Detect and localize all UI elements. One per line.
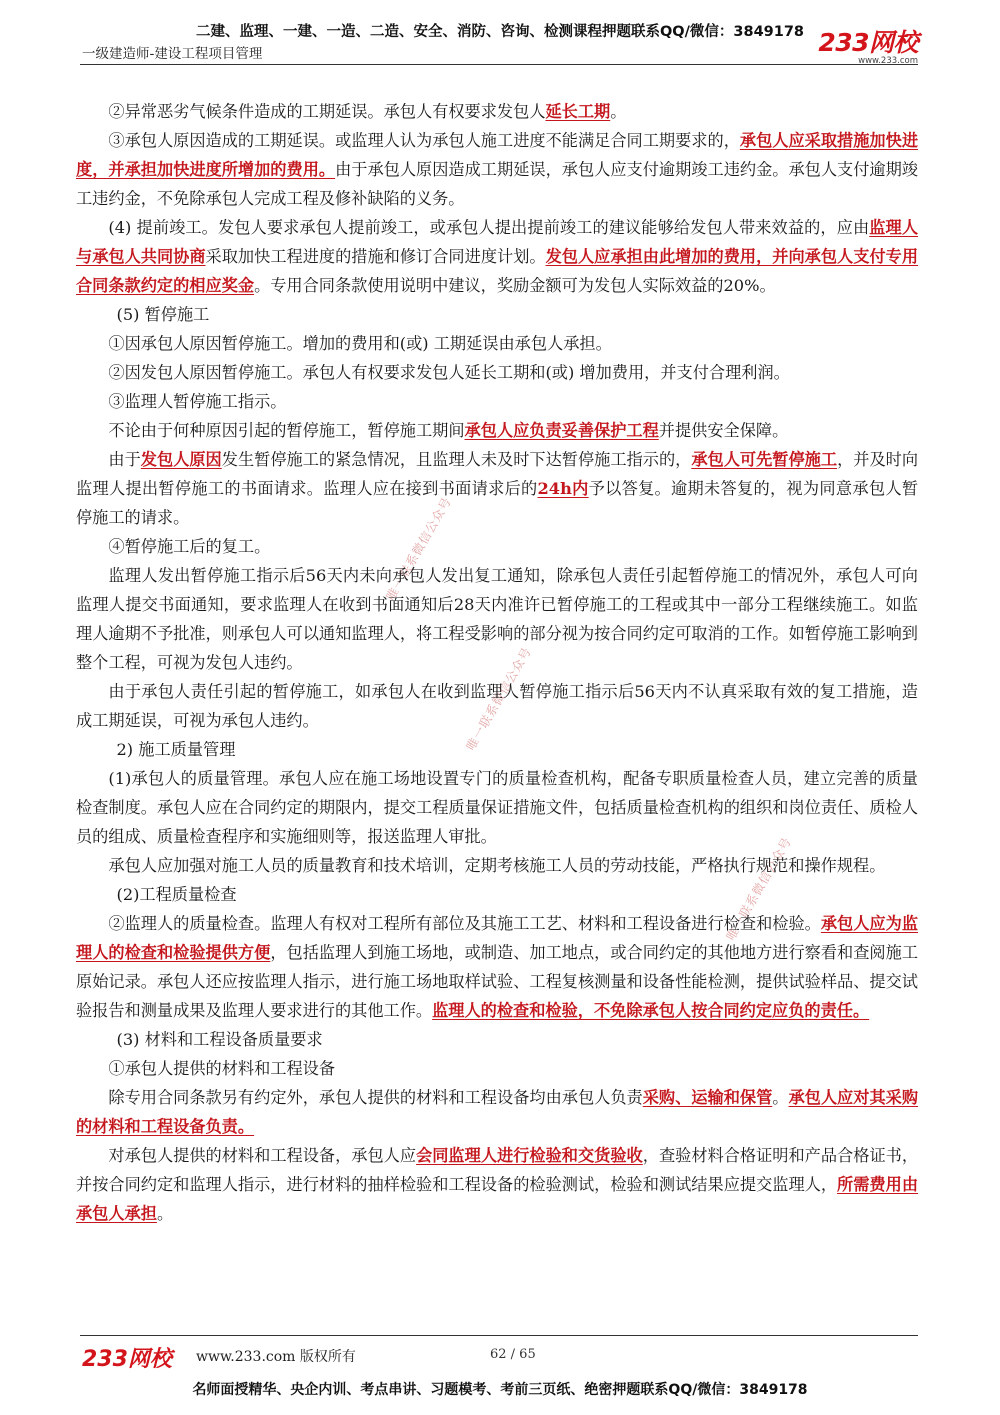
highlighted-text: 所需费用由承包人承担 (76, 1175, 919, 1223)
paragraph-text: ①因承包人原因暂停施工。增加的费用和(或) 工期延误由承包人承担。 (108, 334, 612, 353)
paragraph-text: 并提供安全保障。 (658, 421, 789, 440)
highlighted-text: 承包人应对其采购的材料和工程设备负责。 (76, 1088, 919, 1136)
paragraph (76, 387, 918, 416)
paragraph-text: (5) 暂停施工 (116, 305, 210, 324)
paragraph-text: 。专用合同条款使用说明中建议，奖励金额可为发包人实际效益的20%。 (254, 276, 776, 295)
footer-copyright: www.233.com 版权所有 (196, 1349, 356, 1365)
highlighted-text: 监理人的检查和检验，不免除承包人按合同约定应负的责任。 (432, 1001, 870, 1020)
paragraph-text: ②因发包人原因暂停施工。承包人有权要求发包人延长工期和(或) 增加费用，并支付合理利润。 (108, 363, 790, 382)
highlighted-text: 承包人应负责妥善保护工程 (464, 421, 659, 440)
paragraph (76, 880, 918, 909)
paragraph-text: 监理人发出暂停施工指示后56天内未向承包人发出复工通知，除承包人责任引起暂停施工的情况外，承包人可向监理人提交书面通知，要求监理人在收到书面通知后28天内准许已暂停施工的工程或其中一部分工程继续施工。如监理人逾期不予批准，则承包人可以通知监理人，将工程受影响的部分视为按合同约定可取消的工作。如暂停施工影响到整个工程，可视为发包人违约。 (76, 566, 918, 672)
highlighted-text: 承包人应采取措施加快进度，并承担加快进度所增加的费用。 (76, 131, 919, 179)
header-divider (80, 64, 918, 65)
paragraph (76, 1141, 918, 1228)
paragraph (76, 1083, 918, 1141)
paragraph (76, 1054, 918, 1083)
highlighted-text: 采购、运输和保管 (642, 1088, 773, 1107)
paragraph (76, 1025, 918, 1054)
paragraph-text: ②监理人的质量检查。监理人有权对工程所有部位及其施工工艺、材料和工程设备进行检查和检验。 (108, 914, 821, 933)
paragraph-text: 由于承包人责任引起的暂停施工，如承包人在收到监理人暂停施工指示后56天内不认真采取有效的复工措施，造成工期延误，可视为承包人违约。 (76, 682, 918, 730)
highlighted-text: 监理人与承包人共同协商 (76, 218, 919, 266)
header-banner: 二建、监理、一建、一造、二造、安全、消防、咨询、检测课程押题联系QQ/微信：3849178 (195, 24, 805, 40)
paragraph (76, 735, 918, 764)
watermark: 唯一联系微信公众号 (723, 834, 795, 943)
paragraph-text: ，查验材料合格证明和产品合格证书，并按合同约定和监理人指示，进行材料的抽样检验和工程设备的检验测试，检验和测试结果应提交监理人， (76, 1146, 919, 1194)
paragraph-text: 予以答复。逾期未答复的，视为同意承包人暂停施工的请求。 (76, 479, 919, 527)
paragraph (76, 213, 918, 300)
paragraph (76, 909, 918, 1025)
paragraph-text: (3) 材料和工程设备质量要求 (116, 1030, 323, 1049)
paragraph-text: 对承包人提供的材料和工程设备，承包人应 (108, 1146, 417, 1165)
paragraph-text: (2)工程质量检查 (116, 885, 237, 904)
document-subtitle: 一级建造师-建设工程项目管理 (82, 46, 263, 62)
paragraph-text: ③监理人暂停施工指示。 (108, 392, 287, 411)
paragraph (76, 416, 918, 445)
paragraph (76, 97, 918, 126)
paragraph (76, 445, 918, 532)
page-number: 62 / 65 (490, 1347, 536, 1362)
paragraph-text: ①承包人提供的材料和工程设备 (108, 1059, 336, 1078)
highlighted-text: 24h内 (537, 479, 589, 498)
paragraph (76, 677, 918, 735)
watermark: 唯一联系微信公众号 (383, 494, 455, 603)
paragraph-text: (1)承包人的质量管理。承包人应在施工场地设置专门的质量检查机构，配备专职质量检查人员，建立完善的质量检查制度。承包人应在合同约定的期限内，提交工程质量保证措施文件，包括质量检查机构的组织和岗位责任、质检人员的组成、质量检查程序和实施细则等，报送监理人审批。 (76, 769, 918, 846)
paragraph (76, 329, 918, 358)
paragraph-text: 2) 施工质量管理 (116, 740, 236, 759)
footer-logo[interactable]: 233网校 (82, 1347, 172, 1372)
paragraph (76, 126, 918, 213)
paragraph-text: (4) 提前竣工。发包人要求承包人提前竣工，或承包人提出提前竣工的建议能够给发包人带来效益的，应由 (108, 218, 870, 237)
paragraph-text: ③承包人原因造成的工期延误。或监理人认为承包人施工进度不能满足合同工期要求的， (108, 131, 740, 150)
brand-logo[interactable] (818, 30, 918, 66)
brand-logo-url: www.233.com (858, 56, 918, 66)
paragraph-text: 由于 (108, 450, 141, 469)
watermark: 唯一联系微信公众号 (463, 644, 535, 753)
footer-divider (80, 1335, 918, 1336)
paragraph (76, 764, 918, 851)
highlighted-text: 延长工期 (545, 102, 611, 121)
highlighted-text: 发包人应承担由此增加的费用，并向承包人支付专用合同条款约定的相应奖金 (76, 247, 919, 295)
paragraph-text: ④暂停施工后的复工。 (108, 537, 271, 556)
paragraph-text: 由于承包人原因造成工期延误，承包人应支付逾期竣工违约金。承包人支付逾期竣工违约金，不免除承包人完成工程及修补缺陷的义务。 (76, 160, 918, 208)
paragraph-text: 。 (156, 1204, 174, 1223)
footer-banner: 名师面授精华、央企内训、考点串讲、习题模考、考前三页纸、绝密押题联系QQ/微信：3849178 (192, 1382, 808, 1398)
brand-logo-text: 233网校 (818, 28, 918, 57)
highlighted-text: 发包人原因 (140, 450, 222, 469)
document-body (76, 97, 918, 1228)
highlighted-text: 会同监理人进行检验和交货验收 (416, 1146, 643, 1165)
paragraph (76, 561, 918, 677)
paragraph-text: ，包括监理人到施工场地，或制造、加工地点，或合同约定的其他地方进行察看和查阅施工原始记录。承包人还应按监理人指示，进行施工场地取样试验、工程复核测量和设备性能检测，提供试验样品、提交试验报告和测量成果及监理人要求进行的其他工作。 (76, 943, 919, 1020)
highlighted-text: 承包人应为监理人的检查和检验提供方便 (76, 914, 919, 962)
paragraph-text: 。 (772, 1088, 789, 1107)
highlighted-text: 承包人可先暂停施工 (691, 450, 838, 469)
paragraph-text: 不论由于何种原因引起的暂停施工，暂停施工期间 (108, 421, 465, 440)
paragraph (76, 851, 918, 880)
paragraph-text: 采取加快工程进度的措施和修订合同进度计划。 (205, 247, 546, 266)
paragraph-text: 。 (610, 102, 627, 121)
paragraph-text: ，并及时向监理人提出暂停施工的书面请求。监理人应在接到书面请求后的 (76, 450, 919, 498)
paragraph-text: 除专用合同条款另有约定外，承包人提供的材料和工程设备均由承包人负责 (108, 1088, 643, 1107)
paragraph-text: ②异常恶劣气候条件造成的工期延误。承包人有权要求发包人 (108, 102, 546, 121)
paragraph (76, 532, 918, 561)
paragraph (76, 300, 918, 329)
paragraph (76, 358, 918, 387)
paragraph-text: 发生暂停施工的紧急情况，且监理人未及时下达暂停施工指示的， (221, 450, 692, 469)
paragraph-text: 承包人应加强对施工人员的质量教育和技术培训，定期考核施工人员的劳动技能，严格执行规范和操作规程。 (108, 856, 886, 875)
